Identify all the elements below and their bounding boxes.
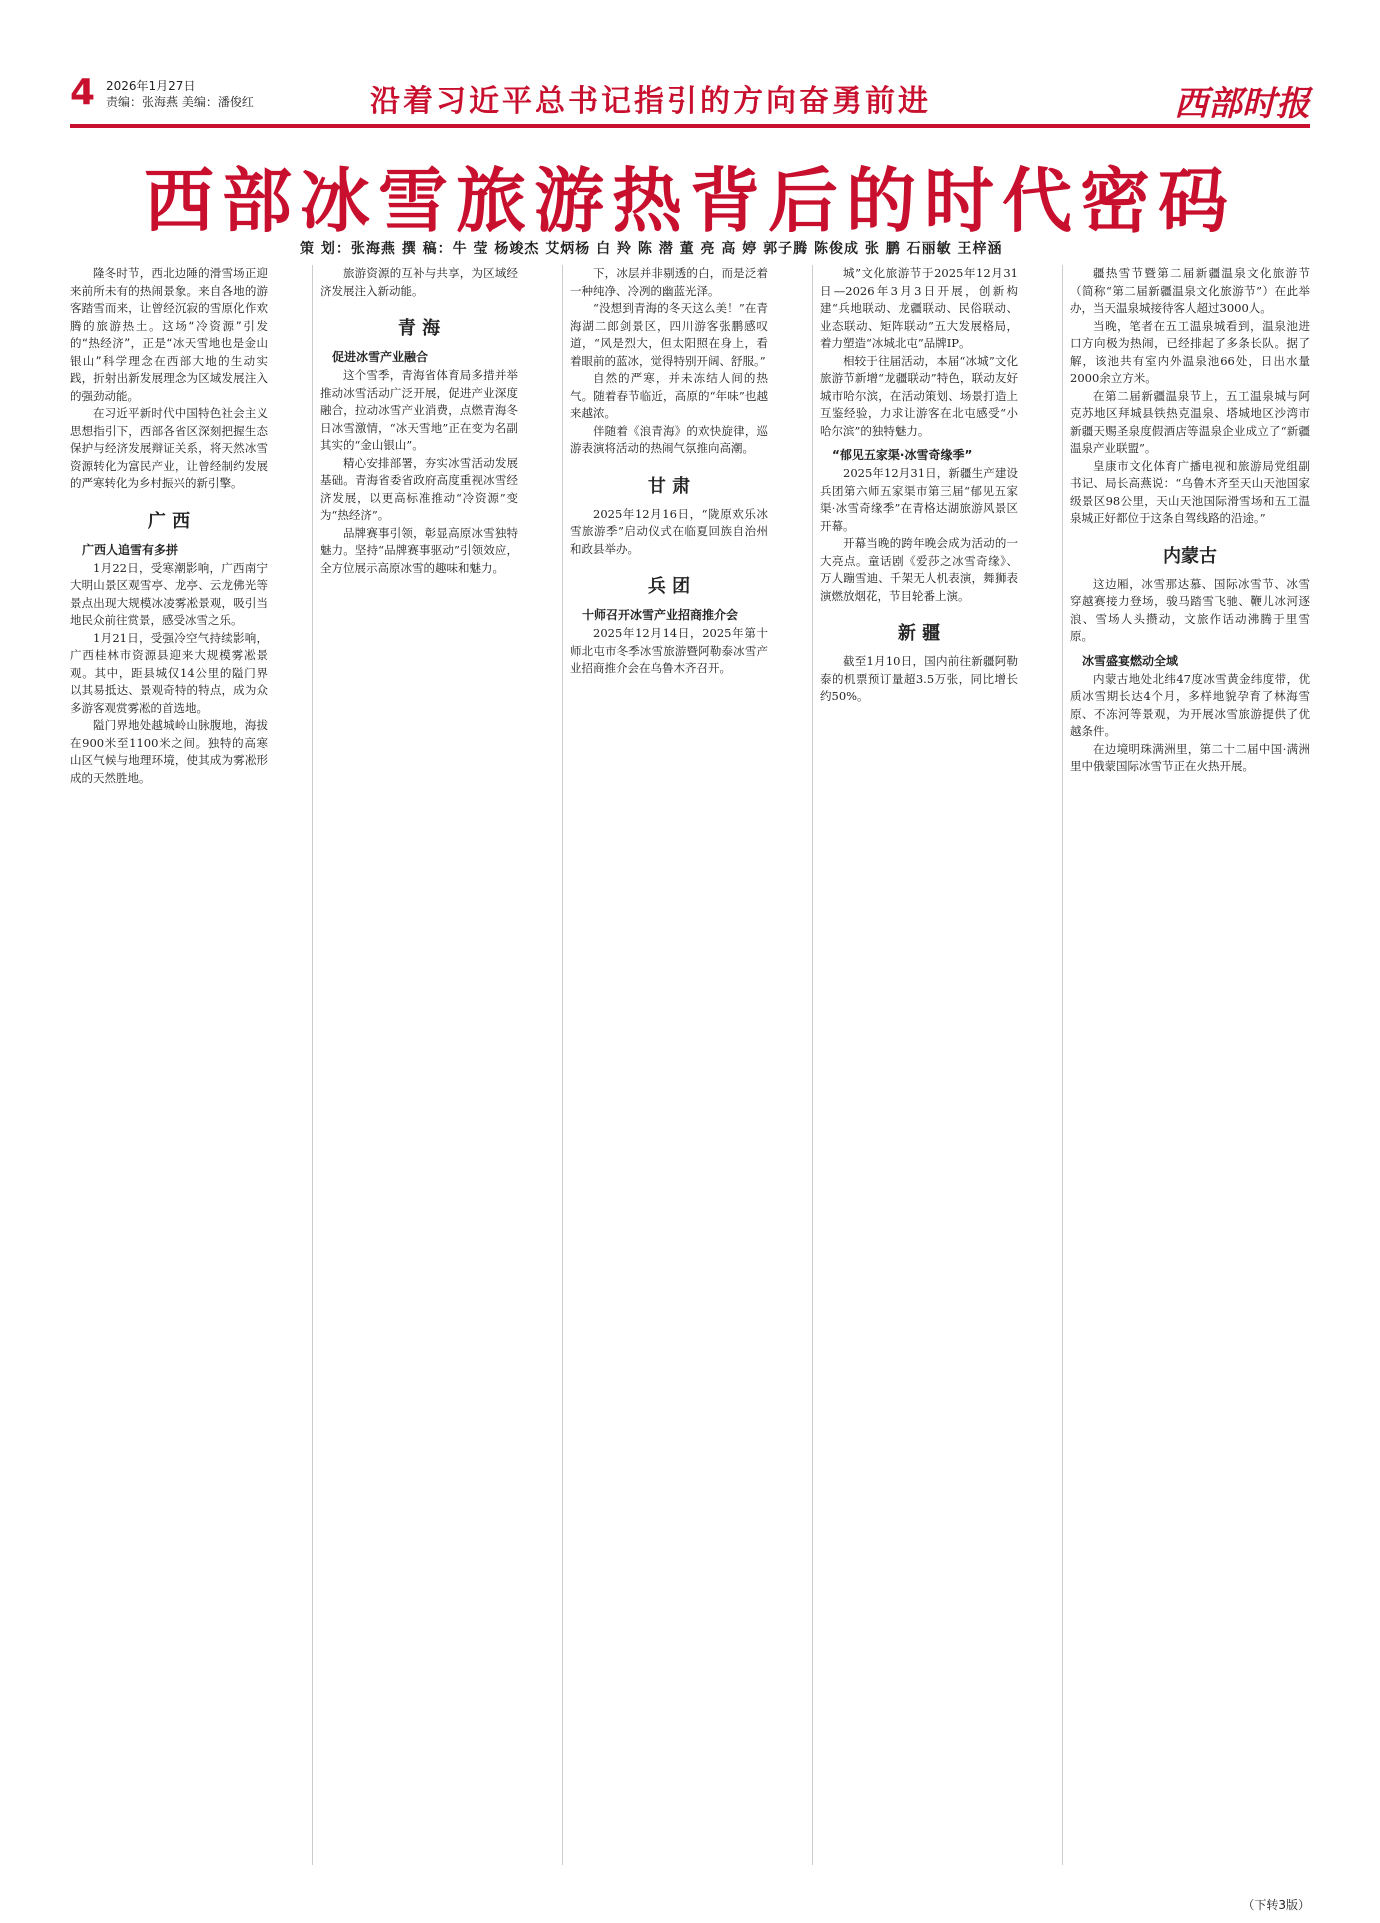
section-heading-guangxi: 广 西	[147, 510, 191, 532]
paragraph: 在边境明珠满洲里，第二十二届中国·满洲里中俄蒙国际冰雪节正在火热开展。	[1070, 741, 1310, 773]
paragraph: 在第二届新疆温泉节上，五工温泉城与阿克苏地区拜城县铁热克温泉、塔城地区沙湾市新疆天赐圣泉度假酒店等温泉企业成立了“新疆温泉产业联盟”。	[1070, 388, 1310, 455]
subheading: 冰雪盛宴燃动全域	[1082, 653, 1179, 668]
paragraph: “没想到青海的冬天这么美！”在青海湖二郎剑景区，四川游客张鹏感叹道，“风是烈大，但太阳照在身上，看着眼前的蓝冰，觉得特别开阔、舒服。”	[570, 301, 768, 368]
section-heading-bingtuan: 兵 团	[647, 576, 691, 597]
subheading: 十师召开冰雪产业招商推介会	[582, 608, 739, 622]
paragraph: 相较于往届活动，本届“冰城”文化旅游节新增“龙疆联动”特色，联动友好城市哈尔滨，在活动策划、场景打造上互鉴经验，力求让游客在北屯感受“小哈尔滨”的独特魅力。	[820, 353, 1018, 438]
paragraph: 这个雪季，青海省体育局多措并举推动冰雪活动广泛开展，促进产业深度融合，拉动冰雪产业消费，点燃青海冬日冰雪激情，“冰天雪地”正在变为名副其实的“金山银山”。	[320, 368, 518, 452]
subheading: 促进冰雪产业融合	[332, 350, 429, 364]
paragraph: 疆热雪节暨第二届新疆温泉文化旅游节（简称“第二届新疆温泉文化旅游节”）在此举办，当天温泉城接待客人超过3000人。	[1070, 266, 1310, 315]
header-divider	[70, 124, 1310, 128]
paragraph: 2025年12月31日，新疆生产建设兵团第六师五家渠市第三届“郁见五家渠·冰雪奇缘季”在青格达湖旅游风景区开幕。	[820, 466, 1018, 533]
paragraph: 品牌赛事引领，彰显高原冰雪独特魅力。坚持“品牌赛事驱动”引领效应，全方位展示高原冰雪的趣味和魅力。	[320, 525, 518, 575]
article-title: 西部冰雪旅游热背后的时代密码	[144, 160, 1236, 242]
paragraph: 这边厢，冰雪那达慕、国际冰雪节、冰雪穿越赛接力登场，骏马踏雪飞驰、鞭儿冰河逐浪、雪场人头攒动，文旅作话动沸腾于里雪原。	[1070, 576, 1310, 643]
lead-paragraph: 隆冬时节，西北边陲的滑雪场正迎来前所未有的热闹景象。来自各地的游客踏雪而来，让曾经沉寂的雪原化作欢腾的旅游热土。这场“冷资源”引发的“热经济”，正是“冰天雪地也是金山银山”科学理念在西部大地的生动实践，折射出新发展理念为区域发展注入的强劲动能。	[70, 266, 268, 403]
section-heading-gansu: 甘 肃	[647, 475, 691, 497]
column-divider	[1062, 265, 1063, 1865]
paragraph: 1月21日，受强冷空气持续影响，广西桂林市资源县迎来大规模雾凇景观。其中，距县城仅14公里的隘门界以其易抵达、景观奇特的特点，成为众多游客观赏雾凇的首选地。	[70, 630, 268, 715]
paragraph: 隘门界地处越城岭山脉腹地，海拔在900米至1100米之间。独特的高寒山区气候与地理环境，使其成为雾凇形成的天然胜地。	[70, 718, 268, 785]
column-divider	[812, 265, 813, 1865]
article-credits: 策 划：张海燕 撰 稿：牛 莹 杨竣杰 艾炳杨 白 羚 陈 潜 董 亮 高 婷 郭子腾 陈俊成 张 鹏 石丽敏 王梓涵	[300, 241, 1003, 257]
continued-note: （下转3版）	[1242, 1898, 1310, 1912]
paragraph: 皇康市文化体育广播电视和旅游局党组副书记、局长高燕说：“乌鲁木齐至天山天池国家级景区98公里，天山天池国际滑雪场和五工温泉城正好都位于这条自驾线路的沿途。”	[1070, 458, 1310, 525]
column-5	[1070, 265, 1310, 1865]
newspaper-logo: 西部时报	[1174, 84, 1310, 124]
paragraph: 城”文化旅游节于2025年12月31日—2026年3月3日开展，创新构建“兵地联动、龙疆联动、民俗联动、业态联动、矩阵联动”五大发展格局，着力塑造“冰城北屯”品牌IP。	[820, 266, 1018, 350]
paragraph: 内蒙古地处北纬47度冰雪黄金纬度带，优质冰雪期长达4个月，多样地貌孕育了林海雪原、不冻河等景观，为开展冰雪旅游提供了优越条件。	[1070, 671, 1310, 738]
lead-paragraph: 在习近平新时代中国特色社会主义思想指引下，西部各省区深刻把握生态保护与经济发展辩证关系，将天然冰雪资源转化为富民产业，让曾经制约发展的严寒转化为乡村振兴的新引擎。	[70, 406, 268, 490]
column-divider	[562, 265, 563, 1865]
paragraph: 2025年12月16日，“陇原欢乐冰雪旅游季”启动仪式在临夏回族自治州和政县举办。	[570, 506, 768, 556]
paragraph: 精心安排部署，夯实冰雪活动发展基础。青海省委省政府高度重视冰雪经济发展，以更高标准推动“冷资源”变为“热经济”。	[320, 455, 518, 522]
subheading: 广西人追雪有多拼	[82, 542, 179, 557]
paragraph: 开幕当晚的跨年晚会成为活动的一大亮点。童话剧《爱莎之冰雪奇缘》、万人蹦雪迪、千架无人机表演，舞狮表演燃放烟花，节目轮番上演。	[820, 536, 1018, 603]
issue-meta	[106, 78, 254, 110]
paragraph: 截至1月10日，国内前往新疆阿勒泰的机票预订量超3.5万张，同比增长约50%。	[820, 654, 1018, 703]
column-1	[70, 265, 268, 1865]
section-heading-neimenggu: 内蒙古	[1163, 545, 1217, 567]
page-header	[70, 70, 1310, 130]
paragraph: 自然的严寒，并未冻结人间的热气。随着春节临近，高原的“年味”也越来越浓。	[570, 371, 768, 420]
paragraph: 当晚，笔者在五工温泉城看到，温泉池进口方向极为热闹，已经排起了多条长队。据了解，该池共有室内外温泉池66处，日出水量2000余立方米。	[1070, 318, 1310, 385]
section-headline: 沿着习近平总书记指引的方向奋勇前进	[370, 84, 931, 119]
column-3	[570, 265, 768, 1865]
page-number: 4	[70, 72, 96, 113]
column-divider	[312, 265, 313, 1865]
paragraph: 旅游资源的互补与共享，为区域经济发展注入新动能。	[320, 266, 518, 298]
editors-line: 责编：张海燕 美编：潘俊红	[106, 95, 254, 109]
paragraph: 1月22日，受寒潮影响，广西南宁大明山景区观雪亭、龙亭、云龙佛光等景点出现大规模冰凌雾凇景观，吸引当地民众前往赏景，感受冰雪之乐。	[70, 560, 268, 627]
paragraph: 下，冰层并非剔透的白，而是泛着一种纯净、冷冽的幽蓝光泽。	[570, 266, 768, 298]
column-2	[320, 265, 518, 1865]
section-heading-xinjiang: 新 疆	[897, 623, 941, 644]
paragraph: 伴随着《浪青海》的欢快旋律，巡游表演将活动的热闹气氛推向高潮。	[570, 423, 768, 455]
subheading: “郁见五家渠·冰雪奇缘季”	[832, 448, 973, 462]
section-heading-qinghai: 青 海	[397, 318, 441, 339]
paragraph: 2025年12月14日，2025年第十师北屯市冬季冰雪旅游暨阿勒泰冰雪产业招商推介会在乌鲁木齐召开。	[570, 626, 768, 675]
issue-date: 2026年1月27日	[106, 79, 196, 93]
column-4	[820, 265, 1018, 1865]
